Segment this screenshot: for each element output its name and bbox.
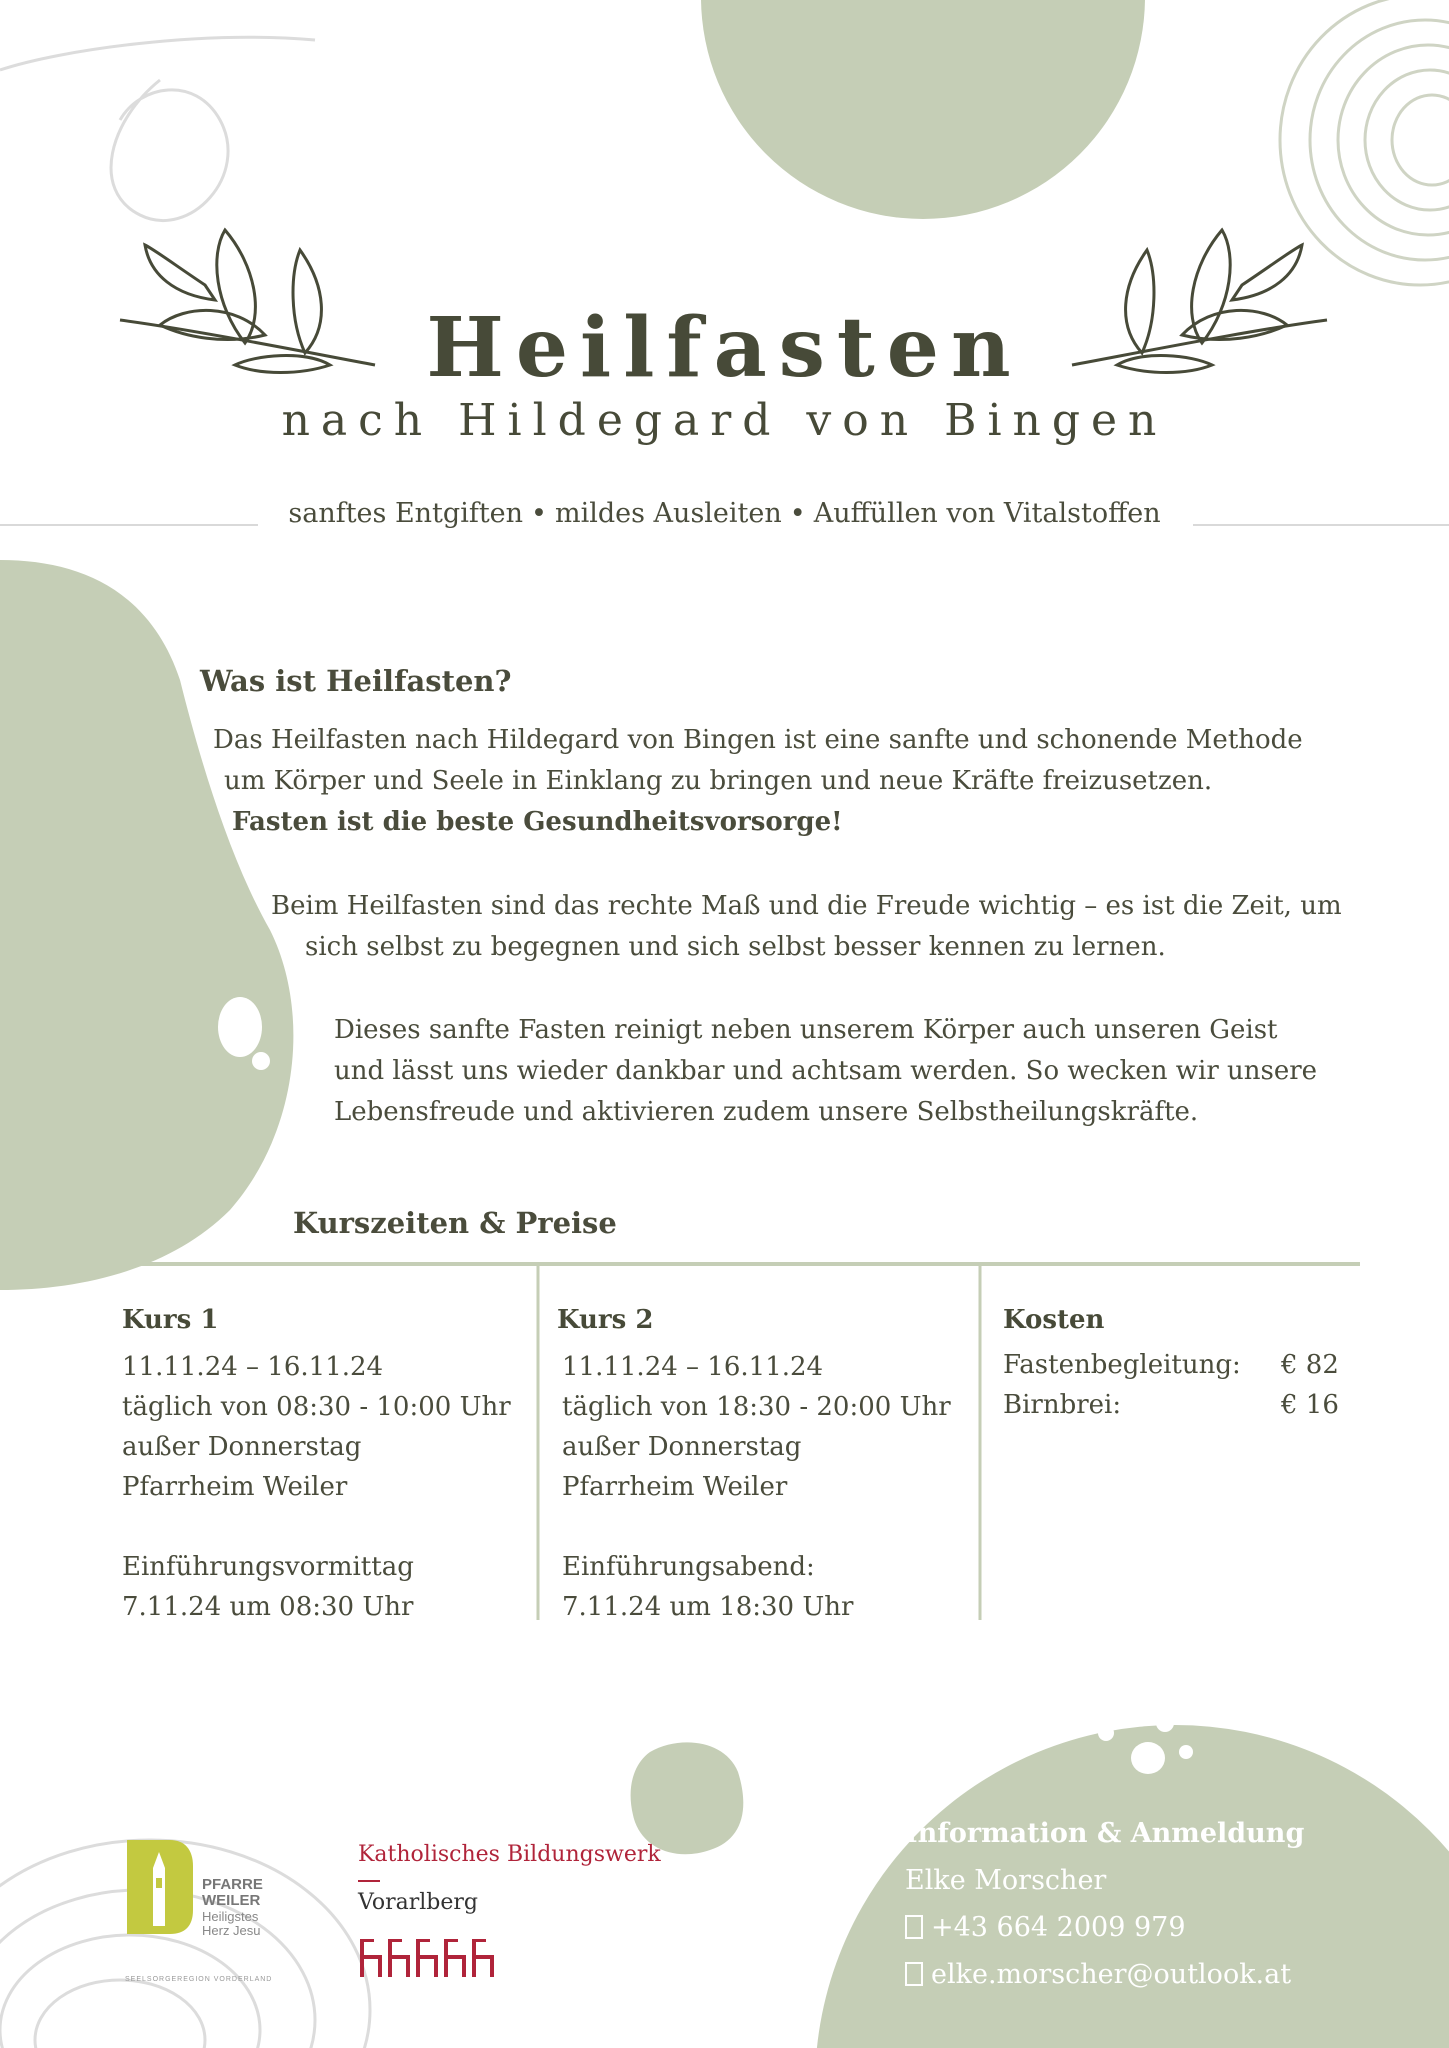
- bullet-icon: •: [789, 498, 806, 529]
- cost-price: € 16: [1281, 1390, 1339, 1420]
- cost-label: Fastenbegleitung:: [1003, 1350, 1241, 1380]
- costs: [1003, 1305, 1363, 1425]
- kbw-region: Vorarlberg: [358, 1890, 479, 1915]
- pfarre-line-3: Heiligstes: [202, 1909, 259, 1924]
- tagline-item: Auffüllen von Vitalstoffen: [813, 498, 1161, 529]
- course-1-dates: 11.11.24 – 16.11.24: [122, 1352, 384, 1382]
- course-1-time: täglich von 08:30 - 10:00 Uhr: [122, 1392, 511, 1422]
- costs-title: Kosten: [1003, 1305, 1105, 1335]
- pfarre-region: SEELSORGEREGION VORDERLAND: [125, 1976, 273, 1983]
- pfarre-line-4: Herz Jesu: [202, 1923, 261, 1938]
- course-1-location: Pfarrheim Weiler: [122, 1472, 348, 1502]
- mail-icon: [905, 1962, 923, 1986]
- intro-paragraph-3-line-2: und lässt uns wieder dankbar und achtsam werden. So wecken wir unsere: [334, 1056, 1318, 1086]
- kbw-divider: [358, 1880, 380, 1882]
- course-1: [122, 1305, 522, 1627]
- contact-box: [905, 1810, 1304, 1998]
- course-2-exception: außer Donnerstag: [562, 1432, 802, 1462]
- intro-highlight: Fasten ist die beste Gesundheitsvorsorge!: [232, 807, 843, 837]
- course-2-intro-label: Einführungsabend:: [562, 1552, 815, 1582]
- tagline: [0, 498, 1449, 529]
- phone-icon: [905, 1915, 923, 1939]
- contact-phone-row: [905, 1904, 1304, 1951]
- cost-row: [1003, 1385, 1363, 1425]
- bullet-icon: •: [531, 498, 547, 529]
- contact-name: Elke Morscher: [905, 1865, 1107, 1896]
- course-1-intro-date: 7.11.24 um 08:30 Uhr: [122, 1592, 414, 1622]
- course-1-title: Kurs 1: [122, 1305, 219, 1335]
- intro-paragraph-3-line-1: Dieses sanfte Fasten reinigt neben unserem Körper auch unseren Geist: [334, 1015, 1278, 1045]
- page-title: Heilfasten: [426, 300, 1023, 396]
- intro-paragraph-2-line-1: Beim Heilfasten sind das rechte Maß und die Freude wichtig – es ist die Zeit, um: [271, 891, 1342, 921]
- intro-paragraph-1-line-1: Das Heilfasten nach Hildegard von Bingen ist eine sanfte und schonende Methode: [213, 725, 1303, 755]
- cost-label: Birnbrei:: [1003, 1390, 1122, 1420]
- intro-paragraph-3-line-3: Lebensfreude und aktivieren zudem unsere Selbstheilungskräfte.: [334, 1097, 1199, 1127]
- courses-heading: Kurszeiten & Preise: [293, 1206, 617, 1240]
- pfarre-line-2: WEILER: [202, 1892, 261, 1909]
- kbw-name: Katholisches Bildungswerk: [358, 1842, 661, 1867]
- pfarre-line-1: PFARRE: [202, 1876, 263, 1893]
- intro-paragraph-2-line-2: sich selbst zu begegnen und sich selbst besser kennen zu lernen.: [305, 932, 1166, 962]
- page-subtitle: nach Hildegard von Bingen: [281, 395, 1168, 446]
- course-2-location: Pfarrheim Weiler: [562, 1472, 788, 1502]
- contact-email-row: [905, 1951, 1304, 1998]
- contact-phone[interactable]: +43 664 2009 979: [931, 1912, 1186, 1943]
- course-1-intro-label: Einführungsvormittag: [122, 1552, 414, 1582]
- course-2-intro-date: 7.11.24 um 18:30 Uhr: [562, 1592, 854, 1622]
- course-2-time: täglich von 18:30 - 20:00 Uhr: [562, 1392, 951, 1422]
- contact-email[interactable]: elke.morscher@outlook.at: [931, 1959, 1292, 1990]
- cost-row: [1003, 1345, 1363, 1385]
- tagline-item: mildes Ausleiten: [554, 498, 782, 529]
- intro-paragraph-1-line-2: um Körper und Seele in Einklang zu bringen und neue Kräfte freizusetzen.: [224, 766, 1213, 796]
- cost-price: € 82: [1281, 1350, 1339, 1380]
- course-2-title: Kurs 2: [557, 1305, 654, 1335]
- intro-heading: Was ist Heilfasten?: [200, 664, 512, 698]
- course-1-exception: außer Donnerstag: [122, 1432, 362, 1462]
- tagline-item: sanftes Entgiften: [288, 498, 524, 529]
- chairs-icon: [358, 1935, 508, 1980]
- course-2-dates: 11.11.24 – 16.11.24: [562, 1352, 824, 1382]
- course-2: [557, 1305, 967, 1627]
- pfarre-subtitle: [202, 1910, 261, 1938]
- contact-heading: Information & Anmeldung: [905, 1818, 1305, 1849]
- pfarre-name: [202, 1877, 263, 1909]
